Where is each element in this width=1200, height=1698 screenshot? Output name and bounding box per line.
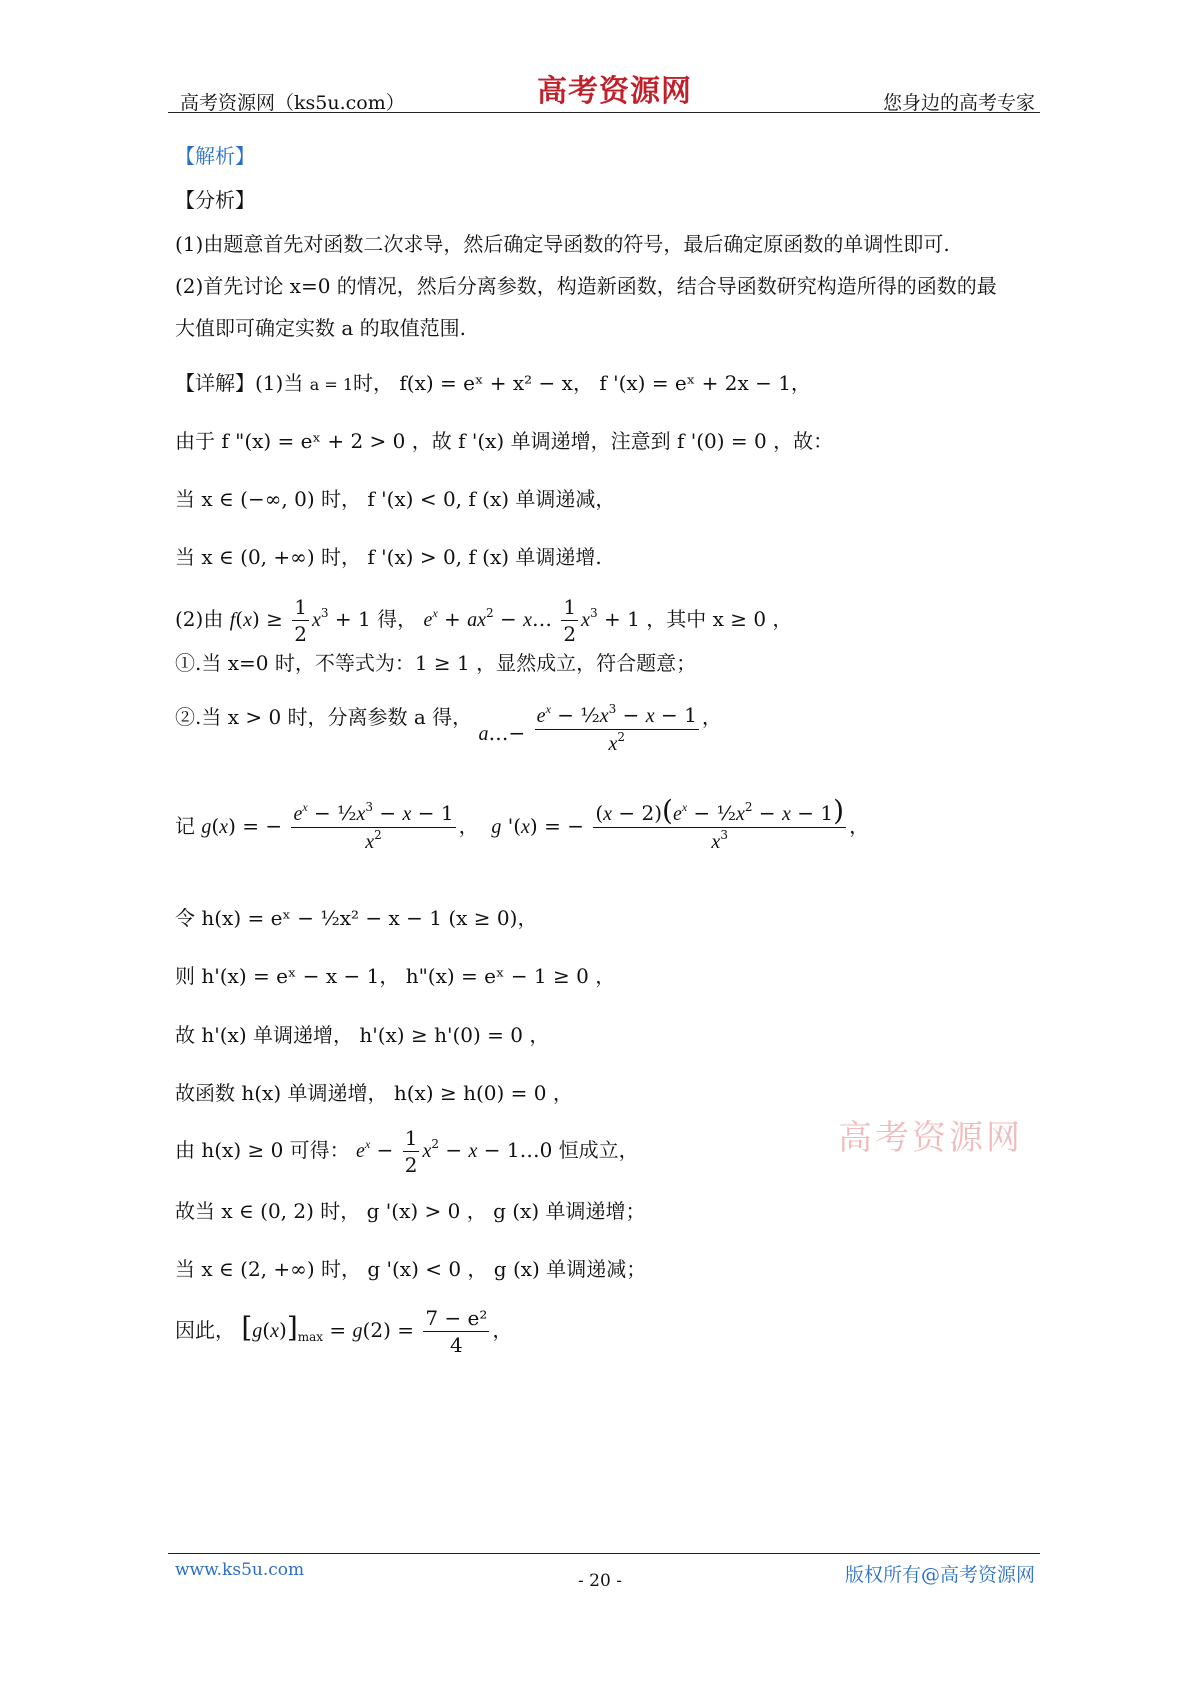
detail-line-16: 因此， $[g(x)]_{max} = g(2)$ = $\frac{\text{7 − e²}}{4}$ ， bbox=[175, 1306, 513, 1357]
analysis-line-3: 大值即可确定实数 a 的取值范围. bbox=[175, 316, 466, 340]
footer-rule bbox=[168, 1553, 1040, 1554]
fraction-half: $\frac{1}{2}$ bbox=[563, 595, 577, 646]
detail-line-8: 记 g(x) = − $\frac{e^x - \frac{1}{2}x^3 - x - 1}{x^2}$ ， g '(x) = − $\frac{(x - 2)(e^x - \frac{1}{2}x^2 - x - 1)}{x^3}$ ， bbox=[175, 794, 870, 853]
watermark: 高考资源网 bbox=[838, 1118, 1023, 1158]
header-logo: 高考资源网 bbox=[537, 74, 692, 109]
analysis-line-2: (2)首先讨论 x=0 的情况，然后分离参数，构造新函数，结合导函数研究构造所得的函数的最 bbox=[175, 274, 997, 298]
detail-line-3: 当 x ∈ (−∞, 0) 时， f '(x) < 0, f (x) 单调递减， bbox=[175, 487, 616, 511]
page-number: - 20 - bbox=[578, 1571, 622, 1591]
detail-line-14: 故当 x ∈ (0, 2) 时， g '(x) > 0 ， g (x) 单调递增； bbox=[175, 1199, 646, 1223]
detail-label: 【详解】 bbox=[175, 371, 255, 395]
detail-line-15: 当 x ∈ (2, +∞) 时， g '(x) < 0 ， g (x) 单调递减； bbox=[175, 1257, 647, 1281]
footer-website-link[interactable]: www.ks5u.com bbox=[175, 1560, 305, 1580]
header-rule bbox=[168, 112, 1040, 113]
detail-line-10: 则 h'(x) = eˣ − x − 1， h"(x) = eˣ − 1 ≥ 0 ， bbox=[175, 964, 616, 988]
detail-line-5: (2)由 f(x) ≥ $\frac{1}{2}$ $x^3 + 1$ 得， $e^x + ax^2$ − x… $\frac{1}{2}$ $x^3 + 1$ ，其中 x ≥ 0 ， bbox=[175, 595, 793, 646]
function-f-prime: f '(x) = eˣ + 2x − 1 bbox=[599, 371, 791, 395]
fraction-g-prime: $\frac{(x - 2)(e^x - \frac{1}{2}x^2 - x - 1)}{x^3}$ bbox=[595, 794, 845, 853]
analysis-line-1: (1)由题意首先对函数二次求导，然后确定导函数的符号，最后确定原函数的单调性即可. bbox=[175, 232, 950, 256]
detail-line-13: 由 h(x) ≥ 0 可得： $e^x$ − $\frac{1}{2}$ $x^2 - x$ − 1…0 恒成立， bbox=[175, 1126, 639, 1177]
function-f: f(x) = eˣ + x² − x bbox=[399, 371, 573, 395]
fraction-a-bound: $\frac{e^x - \frac{1}{2}x^3 - x - 1}{x^2}$ bbox=[536, 702, 697, 755]
fraction-half: $\frac{1}{2}$ bbox=[404, 1126, 418, 1177]
fraction-half: $\frac{1}{2}$ bbox=[294, 595, 307, 646]
detail-line-12: 故函数 h(x) 单调递增， h(x) ≥ h(0) = 0 ， bbox=[175, 1081, 573, 1105]
section-jiexi: 【解析】 bbox=[175, 144, 255, 168]
detail-line-1: 【详解】(1)当 a = 1时， f(x) = eˣ + x² − x， f '(x) = eˣ + 2x − 1， bbox=[175, 371, 811, 395]
fraction-g-max: $\frac{\text{7 − e²}}{4}$ bbox=[425, 1306, 488, 1357]
fraction-g: $\frac{e^x - \frac{1}{2}x^3 - x - 1}{x^2}$ bbox=[293, 800, 454, 853]
header-site-name: 高考资源网（ks5u.com） bbox=[180, 92, 405, 114]
header-slogan: 您身边的高考专家 bbox=[882, 92, 1035, 114]
detail-line-6: ①.当 x=0 时，不等式为：1 ≥ 1 ，显然成立，符合题意； bbox=[175, 651, 697, 675]
section-fenxi: 【分析】 bbox=[175, 188, 255, 212]
detail-line-9: 令 h(x) = eˣ − ½x² − x − 1 (x ≥ 0)， bbox=[175, 906, 538, 930]
footer-copyright: 版权所有@高考资源网 bbox=[844, 1564, 1035, 1586]
detail-line-7: ②.当 x > 0 时，分离参数 a 得， a…− $\frac{e^x - \frac{1}{2}x^3 - x - 1}{x^2}$ ， bbox=[175, 702, 722, 755]
detail-line-2: 由于 f "(x) = eˣ + 2 > 0 ，故 f '(x) 单调递增，注意到 f '(0) = 0 ，故： bbox=[175, 429, 834, 453]
detail-line-4: 当 x ∈ (0, +∞) 时， f '(x) > 0, f (x) 单调递增. bbox=[175, 545, 602, 569]
detail-line-11: 故 h'(x) 单调递增， h'(x) ≥ h'(0) = 0 ， bbox=[175, 1023, 550, 1047]
